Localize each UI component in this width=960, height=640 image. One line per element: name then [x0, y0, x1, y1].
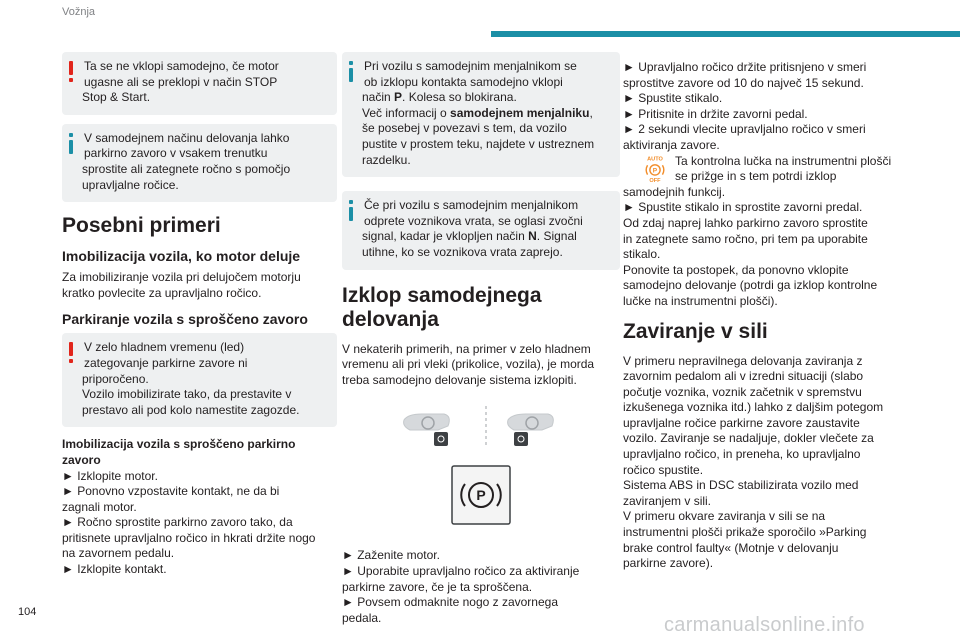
text-line: zavornim pedalom ali v izredni situaciji (slabo — [623, 369, 864, 384]
step-item: ► Ponovno vzpostavite kontakt, ne da bi — [62, 484, 280, 499]
text-line: stikalo. — [623, 247, 661, 262]
heading-emergency-braking: Zaviranje v sili — [623, 319, 768, 343]
text-line: upravljalne ročice parkirne zavore zaustavite — [623, 415, 860, 430]
step-list — [623, 60, 905, 154]
step-item: parkirne zavore, če je ta sproščena. — [342, 579, 533, 594]
text-line: samodejnih funkcij. — [623, 184, 726, 199]
text-line: vremenu ali pri vleki (prikolice, vozila), je morda — [342, 357, 595, 372]
text-line: Ta kontrolna lučka na instrumentni plošči — [675, 153, 892, 168]
text-line: počutje voznika, voznik začetnik v spremstvu — [623, 384, 862, 399]
heading-special-cases: Posebni primeri — [62, 214, 221, 238]
note-line: Stop & Start. — [82, 90, 151, 105]
text-line: Imobilizacija vozila s sproščeno parkirno — [62, 437, 296, 452]
paragraph — [623, 354, 905, 572]
svg-text:P: P — [476, 487, 486, 504]
parking-brake-switch-figure — [342, 462, 620, 540]
note-line: upravljalne ročice. — [82, 177, 179, 192]
text-span: Več informacij o — [362, 105, 451, 120]
bold-term: samodejnem menjalniku — [450, 105, 590, 120]
column-right — [623, 60, 905, 572]
note-line: Pri vozilu s samodejnim menjalnikom se — [364, 59, 577, 73]
gear-p-label: P — [394, 90, 403, 105]
warning-icon — [69, 61, 73, 75]
text-line: delovanja — [342, 307, 439, 331]
text-line: in zategnete samo ročno, pri tem pa uporabite — [623, 231, 868, 246]
info-note — [342, 52, 620, 177]
text-line: zaviranjem v sili. — [623, 493, 712, 508]
step-item: ► Povsem odmaknite nogo z zavornega — [342, 595, 558, 610]
step-list — [342, 548, 620, 626]
warning-note — [62, 52, 337, 115]
step-item: zagnali motor. — [62, 499, 137, 514]
info-icon — [69, 133, 73, 137]
step-item: ► Ročno sprostite parkirno zavoro tako, da — [62, 515, 293, 530]
paragraph — [342, 342, 620, 389]
note-line: Ta se ne vklopi samodejno, če motor — [84, 59, 279, 73]
note-line: ob izklopu kontakta samodejno vklopi — [364, 74, 563, 89]
text-line: treba samodejno delovanje sistema izklopiti. — [342, 372, 577, 387]
off-label: OFF — [649, 177, 661, 183]
text-line: Za imobiliziranje vozila pri delujočem motorju — [62, 270, 301, 285]
steering-wheel-figure — [342, 402, 620, 452]
text-span: , — [589, 105, 593, 120]
info-icon — [349, 200, 353, 204]
step-item: ► Izklopite motor. — [62, 468, 158, 483]
auto-label: AUTO — [647, 156, 663, 163]
text-line: Od zdaj naprej lahko parkirno zavoro sprostite — [623, 215, 868, 230]
note-line: Vozilo imobilizirate tako, da prestavite v — [82, 387, 292, 402]
step-item: ► Spustite stikalo in sprostite zavorni predal. — [623, 200, 863, 215]
gear-n-label: N — [528, 229, 537, 244]
text-line: lučke na instrumentni plošči). — [623, 293, 778, 308]
text-span: . Kolesa so blokirana. — [402, 90, 517, 105]
note-line — [362, 90, 610, 106]
text-line: V primeru nepravilnega delovanja zaviranja z — [623, 353, 863, 368]
warning-note — [62, 333, 337, 427]
text-line: Ponovite ta postopek, da ponovno vklopite — [623, 262, 849, 277]
heading-immobilize: Imobilizacija vozila, ko motor deluje — [62, 248, 301, 265]
steering-wheel-illustration — [342, 402, 620, 452]
step-item: pritisnete upravljalno ročico in hkrati držite nogo — [62, 530, 316, 545]
paragraph — [62, 270, 337, 301]
auto-off-lamp-icon — [641, 155, 669, 183]
step-item: ► Uporabite upravljalno ročico za aktiviranje — [342, 563, 580, 578]
text-line: brake control faulty« (Motnje v delovanju — [623, 540, 839, 555]
note-line: utihne, ko se voznikova vrata zaprejo. — [362, 244, 563, 259]
heading-released-brake: Parkiranje vozila s sproščeno zavoro — [62, 311, 308, 328]
text-span: . Signal — [536, 229, 577, 244]
watermark: carmanualsonline.info — [664, 614, 865, 636]
note-line: pustite v prostem teku, najdete v ustreznem — [362, 136, 595, 151]
note-line — [362, 106, 610, 122]
note-line: odprete voznikova vrata, se oglasi zvočni — [364, 213, 583, 228]
text-line: parkirne zavore). — [623, 556, 714, 571]
note-line — [362, 229, 610, 245]
column-middle — [342, 52, 620, 626]
note-line: še posebej v povezavi s tem, da vozilo — [362, 121, 567, 136]
text-line: instrumentni plošči prikaže sporočilo »Parking — [623, 525, 867, 540]
text-line: V primeru okvare zaviranja v sili se na — [623, 509, 826, 524]
step-item: aktiviranja zavore. — [623, 137, 720, 152]
text-line: se prižge in s tem potrdi izklop — [675, 169, 837, 184]
parking-brake-switch-icon — [342, 462, 620, 532]
column-left — [62, 52, 337, 578]
step-list — [62, 469, 337, 578]
step-item: ► Upravljalno ročico držite pritisnjeno v smeri — [623, 60, 867, 74]
info-icon — [349, 61, 353, 65]
text-line: izkušenega voznika itd.) lahko z daljšim potegom — [623, 400, 884, 415]
text-line: zavoro — [62, 452, 101, 467]
step-item: pedala. — [342, 610, 382, 625]
text-line: kratko povlecite za upravljalno ročico. — [62, 285, 262, 300]
step-item: sprostitve zavore od 10 do največ 15 sekund. — [623, 75, 864, 90]
text-line: samodejno delovanje (potrdi ga izklop kontrolne — [623, 278, 878, 293]
text-line: Izklop samodejnega — [342, 283, 542, 307]
svg-text:P: P — [652, 167, 658, 175]
step-item: na zavornem pedalu. — [62, 546, 175, 561]
step-item: ► Izklopite kontakt. — [62, 562, 167, 577]
warning-lamp-block — [623, 154, 905, 185]
section-title: Vožnja — [62, 6, 96, 18]
step-item: ► Spustite stikalo. — [623, 91, 723, 106]
warning-icon — [69, 342, 73, 356]
step-item: ► Zaženite motor. — [342, 548, 440, 563]
text-span: signal, kadar je vklopljen način — [362, 229, 529, 244]
text-line: ročico spustite. — [623, 462, 704, 477]
page-number: 104 — [18, 606, 37, 618]
info-note — [342, 191, 620, 269]
note-line: V zelo hladnem vremenu (led) — [84, 340, 245, 355]
note-line: ugasne ali se preklopi v način STOP — [84, 74, 278, 89]
note-line: sprostite ali zategnete ročno s pomočjo — [82, 161, 291, 176]
heading-disable-auto — [342, 284, 620, 332]
note-line: priporočeno. — [82, 371, 149, 386]
text-line: V nekaterih primerih, na primer v zelo hladnem — [342, 341, 591, 356]
note-line: parkirno zavoro v vsakem trenutku — [84, 146, 268, 161]
note-line: V samodejnem načinu delovanja lahko — [84, 130, 290, 145]
text-line: Sistema ABS in DSC stabilizirata vozilo med — [623, 478, 859, 493]
note-line: razdelku. — [362, 152, 411, 167]
note-line: Če pri vozilu s samodejnim menjalnikom — [364, 198, 579, 213]
note-line: prestavo ali pod kolo namestite zagozde. — [82, 402, 300, 417]
text-line: vozilo. Zaviranje se nadaljuje, dokler vlečete za — [623, 431, 874, 446]
step-item: ► 2 sekundi vlecite upravljalno ročico v smeri — [623, 122, 866, 137]
info-note — [62, 124, 337, 202]
note-line: zategovanje parkirne zavore ni — [84, 355, 248, 370]
text-span: način — [362, 90, 395, 105]
step-item: ► Pritisnite in držite zavorni pedal. — [623, 106, 808, 121]
step-list — [623, 185, 905, 310]
header-accent-bar — [491, 31, 960, 37]
text-line: upravljalno ročico, in preneha, ko upravljalno — [623, 447, 861, 462]
bold-subheading — [62, 437, 337, 468]
